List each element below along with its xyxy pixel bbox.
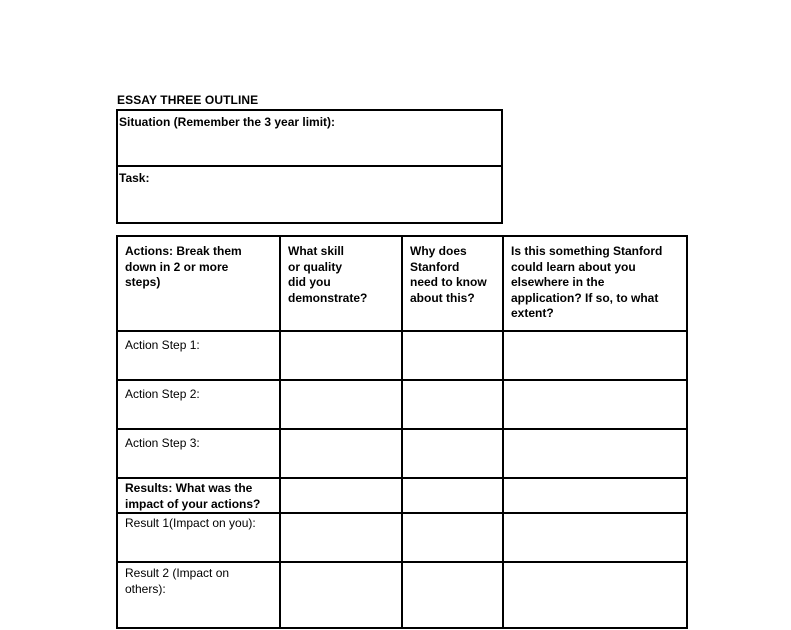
situation-label: Situation (Remember the 3 year limit): <box>119 115 336 129</box>
table-cell[interactable] <box>503 562 687 628</box>
table-cell[interactable] <box>402 331 503 380</box>
table-cell[interactable] <box>280 380 402 429</box>
table-cell[interactable] <box>503 380 687 429</box>
table-cell[interactable] <box>503 429 687 478</box>
situation-field[interactable] <box>118 111 501 167</box>
result-1-label: Result 1(Impact on you): <box>117 513 280 562</box>
table-cell[interactable] <box>503 513 687 562</box>
table-row <box>117 478 687 513</box>
header-why-stanford: Why does Stanford need to know about this? <box>402 236 503 331</box>
table-cell[interactable] <box>402 429 503 478</box>
task-label: Task: <box>119 171 150 185</box>
table-cell[interactable] <box>503 478 687 513</box>
header-skill: What skill or quality did you demonstrate? <box>280 236 402 331</box>
action-step-1-label: Action Step 1: <box>117 331 280 380</box>
table-row <box>117 429 687 478</box>
task-field[interactable] <box>118 167 501 222</box>
outline-table <box>116 235 688 629</box>
table-cell[interactable] <box>503 331 687 380</box>
table-cell[interactable] <box>402 562 503 628</box>
table-cell[interactable] <box>280 331 402 380</box>
results-label: Results: What was the impact of your actions? <box>117 478 280 513</box>
action-step-2-label: Action Step 2: <box>117 380 280 429</box>
situation-task-box <box>116 109 503 224</box>
table-row <box>117 331 687 380</box>
table-cell[interactable] <box>280 562 402 628</box>
table-cell[interactable] <box>280 429 402 478</box>
header-actions: Actions: Break them down in 2 or more steps) <box>117 236 280 331</box>
action-step-3-label: Action Step 3: <box>117 429 280 478</box>
table-cell[interactable] <box>402 380 503 429</box>
table-header-row <box>117 236 687 331</box>
table-row <box>117 380 687 429</box>
table-cell[interactable] <box>402 478 503 513</box>
header-elsewhere: Is this something Stanford could learn about you elsewhere in the application? If so, to what extent? <box>503 236 687 331</box>
table-cell[interactable] <box>280 478 402 513</box>
result-2-label: Result 2 (Impact on others): <box>117 562 280 628</box>
page-title: ESSAY THREE OUTLINE <box>117 93 259 107</box>
table-row <box>117 562 687 628</box>
table-cell[interactable] <box>402 513 503 562</box>
table-row <box>117 513 687 562</box>
table-cell[interactable] <box>280 513 402 562</box>
